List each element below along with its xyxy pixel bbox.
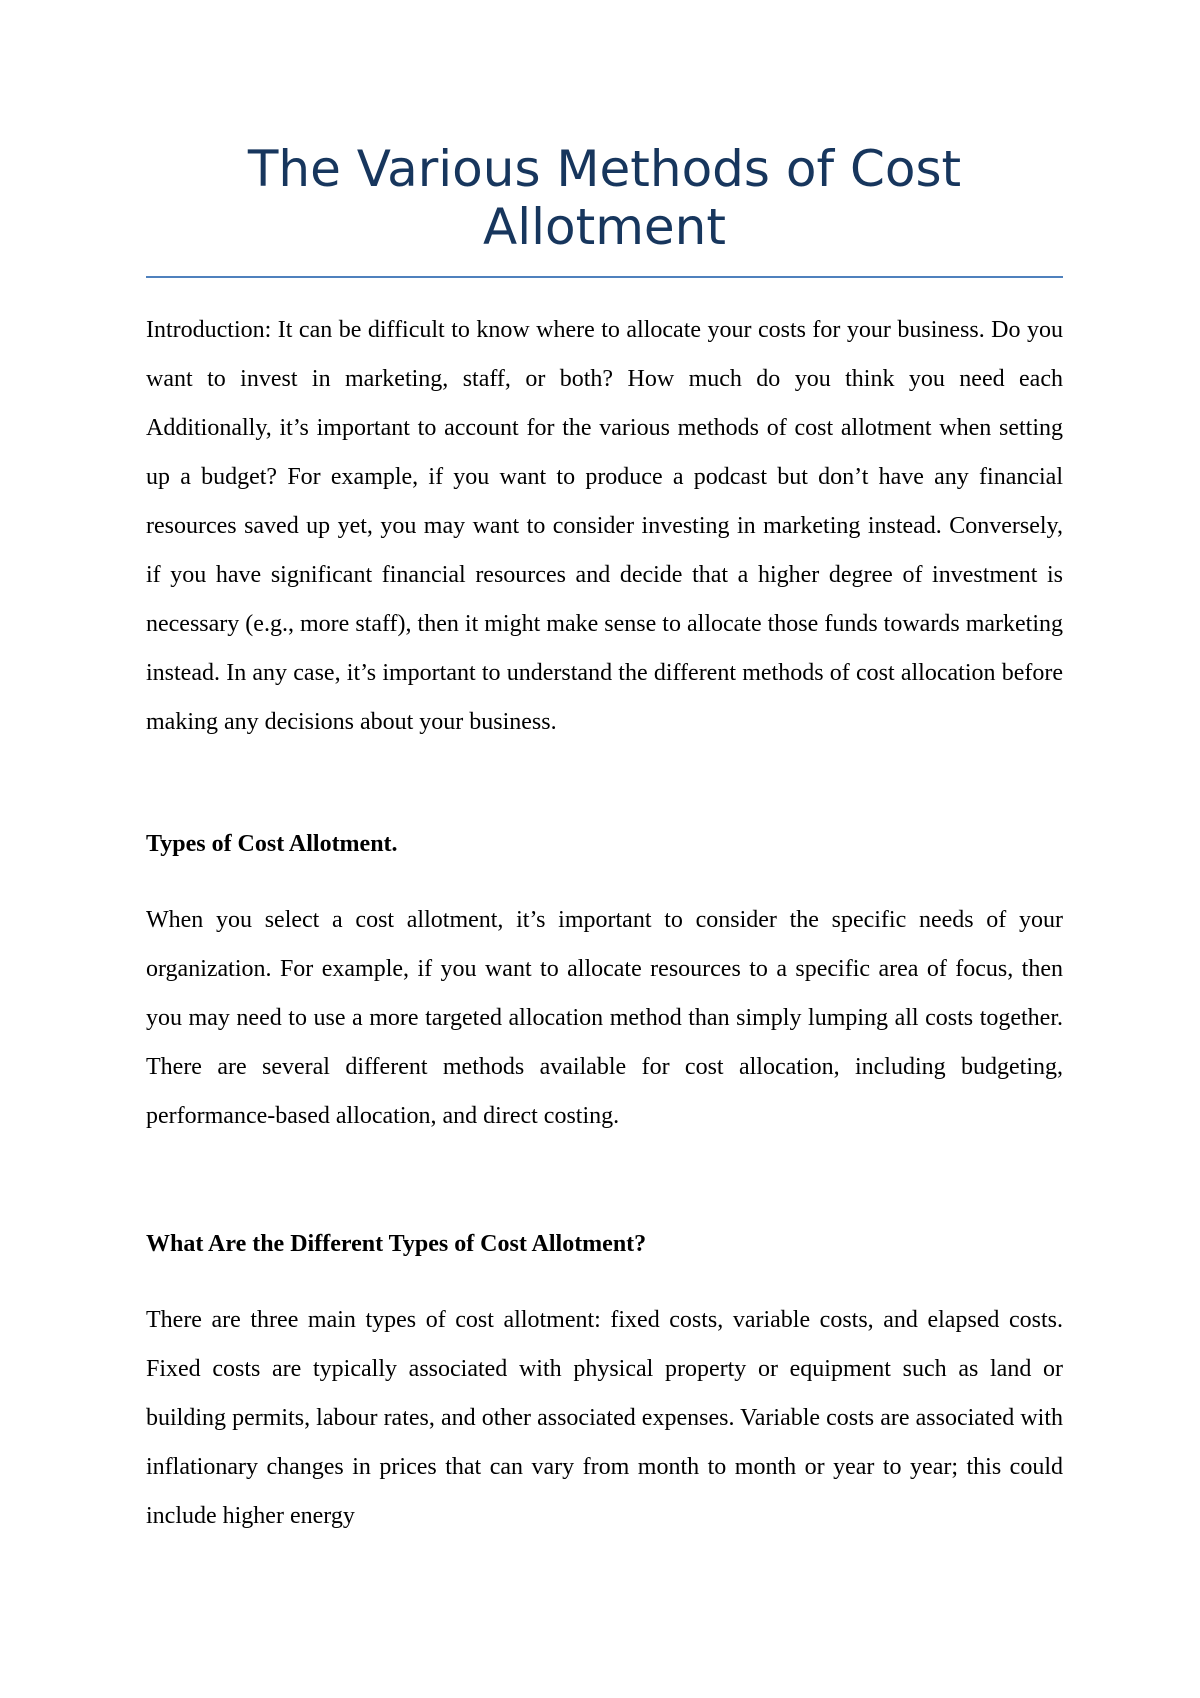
section-paragraph-types: When you select a cost allotment, it’s important to consider the specific needs of your organization. For example, if you want to allocate resources to a specific area of focus, then you may need to use a more targeted allocation method than simply lumping all costs together. There are several different methods available for cost allocation, including budgeting, performance-based allocation, and direct costing.	[146, 907, 1063, 1129]
section-paragraph-different-types: There are three main types of cost allotment: fixed costs, variable costs, and elapsed costs. Fixed costs are typically associated with physical property or equipment such as land or building permits, labour rates, and other associated expenses. Variable costs are associated with inflationary changes in prices that can vary from month to month or year to year; this could include higher energy	[146, 1307, 1063, 1529]
section-heading-different-types: What Are the Different Types of Cost Allotment?	[146, 1231, 647, 1257]
section-heading-types: Types of Cost Allotment.	[146, 831, 398, 857]
intro-paragraph: Introduction: It can be difficult to know where to allocate your costs for your business. Do you want to invest in marketing, staff, or both? How much do you think you need each Additionally, it’s important to account for the various methods of cost allotment when setting up a budget? For example, if you want to produce a podcast but don’t have any financial resources saved up yet, you may want to consider investing in marketing instead. Conversely, if you have significant financial resources and decide that a higher degree of investment is necessary (e.g., more staff), then it might make sense to allocate those funds towards marketing instead. In any case, it’s important to understand the different methods of cost allocation before making any decisions about your business.	[146, 317, 1063, 735]
document-title: The Various Methods of Cost Allotment	[247, 140, 962, 256]
title-underline	[146, 276, 1063, 278]
